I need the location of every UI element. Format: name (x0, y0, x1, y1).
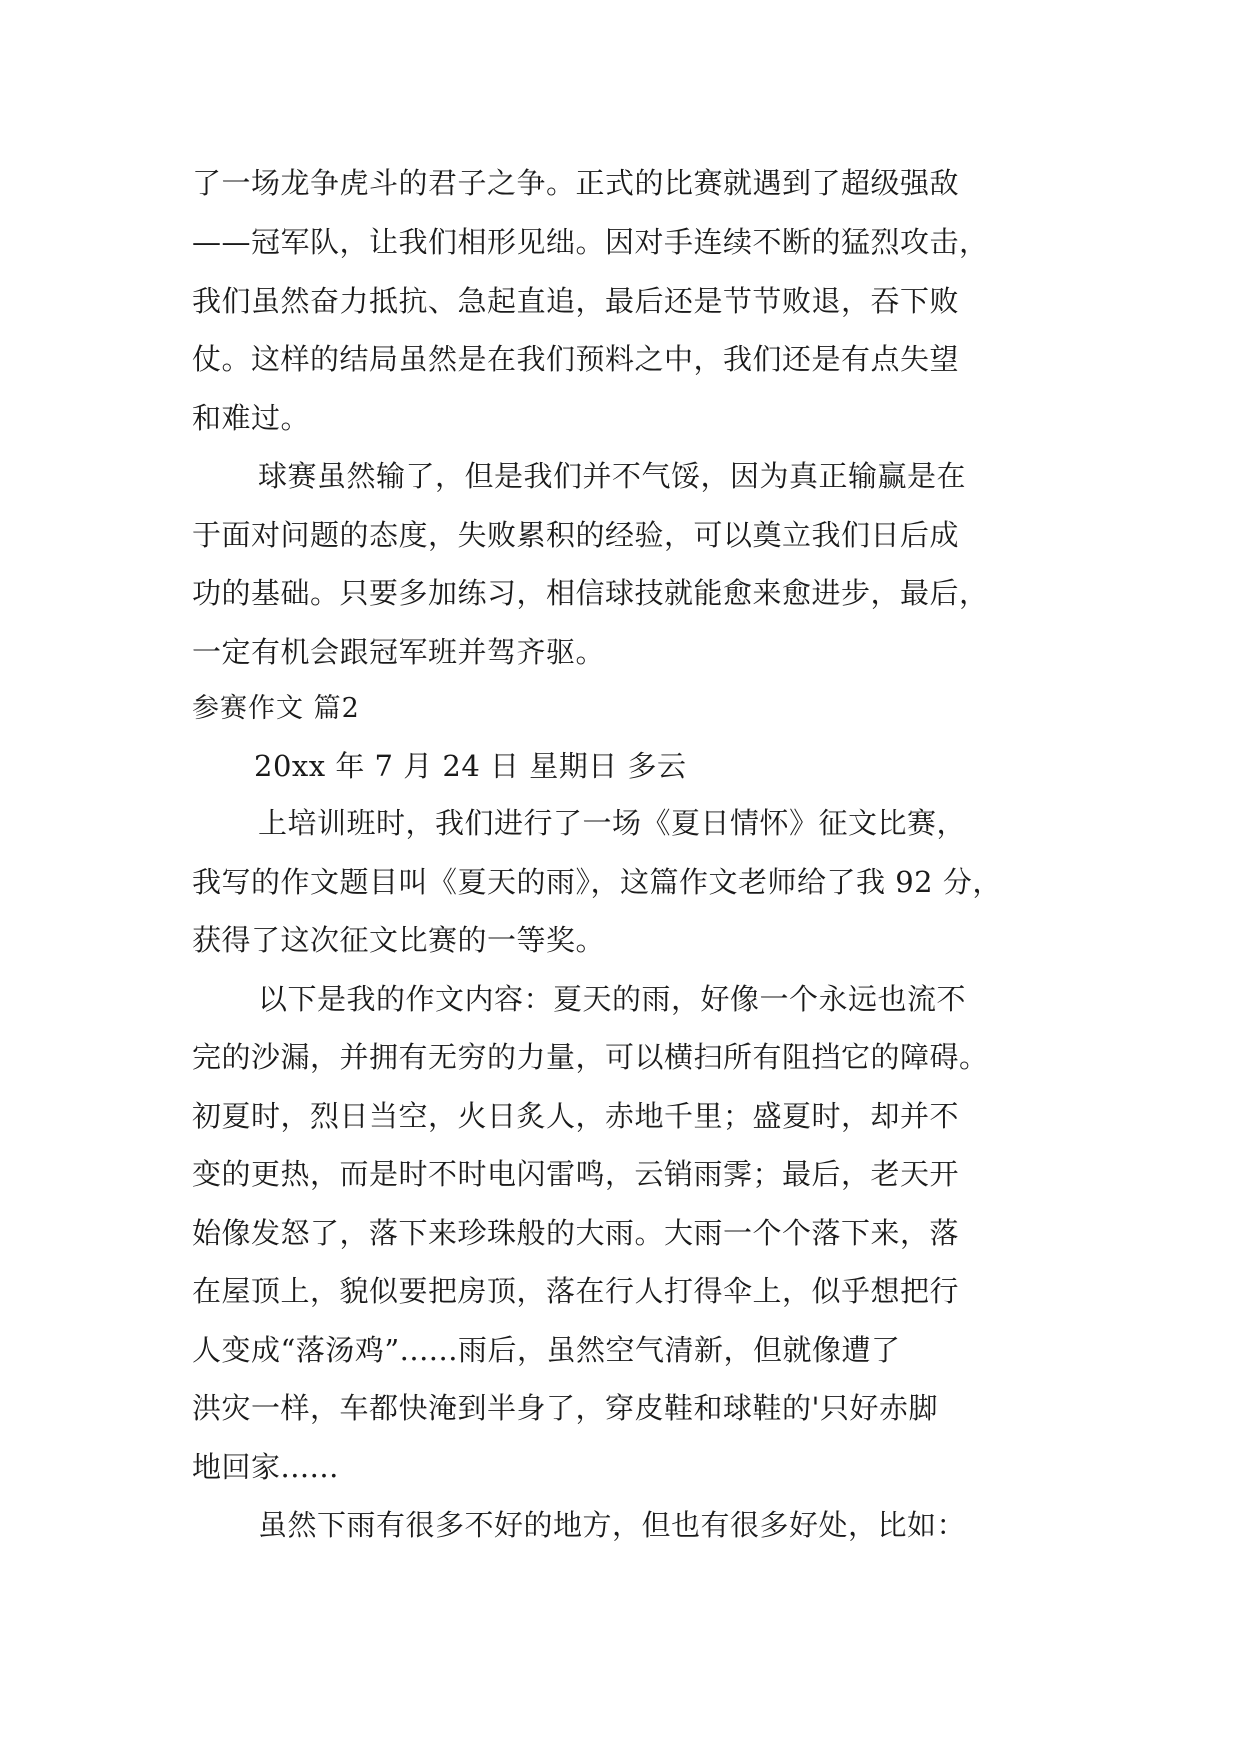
text-line: 洪灾一样，车都快淹到半身了，穿皮鞋和球鞋的'只好赤脚 (192, 1391, 938, 1425)
text-line: 变的更热，而是时不时电闪雷鸣，云销雨霁；最后，老天开 (192, 1157, 960, 1191)
diary-date-line: 20xx 年 7 月 24 日 星期日 多云 (254, 749, 687, 783)
text-line: 始像发怒了，落下来珍珠般的大雨。大雨一个个落下来，落 (192, 1216, 960, 1250)
text-line: ——冠军队，让我们相形见绌。因对手连续不断的猛烈攻击， (192, 225, 989, 259)
text-line: 在屋顶上，貌似要把房顶，落在行人打得伞上，似乎想把行 (192, 1274, 960, 1308)
text-line: 我写的作文题目叫《夏天的雨》，这篇作文老师给了我 92 分， (192, 865, 1002, 899)
paragraph-first-line: 以下是我的作文内容：夏天的雨，好像一个永远也流不 (258, 982, 967, 1016)
text-line: 于面对问题的态度，失败累积的经验，可以奠立我们日后成 (192, 518, 960, 552)
text-line: 功的基础。只要多加练习，相信球技就能愈来愈进步，最后， (192, 576, 989, 610)
text-line: 仗。这样的结局虽然是在我们预料之中，我们还是有点失望 (192, 342, 960, 376)
text-line: 获得了这次征文比赛的一等奖。 (192, 923, 606, 957)
paragraph-first-line: 虽然下雨有很多不好的地方，但也有很多好处，比如： (258, 1508, 967, 1542)
text-line: 我们虽然奋力抵抗、急起直追，最后还是节节败退，吞下败 (192, 284, 960, 318)
text-line: 完的沙漏，并拥有无穷的力量，可以横扫所有阻挡它的障碍。 (192, 1040, 989, 1074)
section-heading: 参赛作文 篇2 (192, 693, 360, 724)
text-line: 了一场龙争虎斗的君子之争。正式的比赛就遇到了超级强敌 (192, 166, 960, 200)
text-line: 初夏时，烈日当空，火日炙人，赤地千里；盛夏时，却并不 (192, 1099, 960, 1133)
text-line: 人变成“落汤鸡”......雨后，虽然空气清新，但就像遭了 (192, 1333, 901, 1367)
text-line: 一定有机会跟冠军班并驾齐驱。 (192, 635, 606, 669)
paragraph-first-line: 上培训班时，我们进行了一场《夏日情怀》征文比赛， (258, 806, 967, 840)
paragraph-first-line: 球赛虽然输了，但是我们并不气馁，因为真正输赢是在 (258, 459, 967, 493)
text-line: 和难过。 (192, 401, 311, 435)
text-line: 地回家...... (192, 1450, 339, 1484)
